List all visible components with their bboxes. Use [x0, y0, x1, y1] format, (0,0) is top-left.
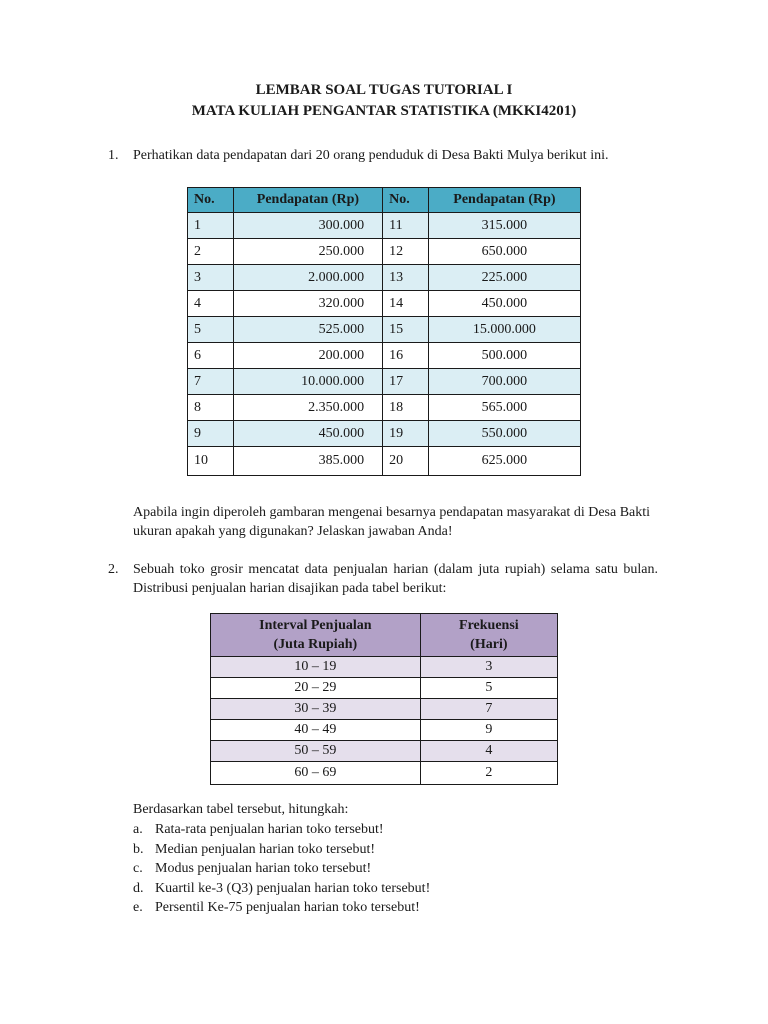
table-row [211, 678, 558, 699]
table-row [211, 699, 558, 720]
cell-income: 565.000 [428, 395, 580, 421]
income-table-header-row [188, 188, 581, 213]
cell-income: 500.000 [428, 343, 580, 369]
cell-income: 15.000.000 [428, 317, 580, 343]
table-row [211, 720, 558, 741]
cell-income: 625.000 [428, 447, 580, 476]
header-income-1: Pendapatan (Rp) [233, 188, 382, 213]
list-item-letter: c. [133, 861, 143, 876]
cell-no: 12 [383, 239, 429, 265]
list-item [133, 859, 430, 879]
cell-income: 10.000.000 [233, 369, 382, 395]
table-row [188, 447, 581, 476]
table-row [211, 657, 558, 678]
table-row [188, 317, 581, 343]
cell-frequency: 3 [420, 657, 557, 678]
question-2-instruction: Berdasarkan tabel tersebut, hitungkah: [133, 802, 349, 817]
cell-frequency: 9 [420, 720, 557, 741]
table-row [188, 265, 581, 291]
cell-no: 17 [383, 369, 429, 395]
table-row [188, 213, 581, 239]
list-item-text: Kuartil ke-3 (Q3) penjualan harian toko tersebut! [155, 880, 431, 896]
list-item [133, 840, 430, 860]
cell-no: 4 [188, 291, 234, 317]
question-1-number: 1. [108, 148, 119, 163]
cell-interval: 20 – 29 [211, 678, 421, 699]
cell-no: 10 [188, 447, 234, 476]
cell-income: 2.000.000 [233, 265, 382, 291]
cell-no: 7 [188, 369, 234, 395]
header-no-2: No. [383, 188, 429, 213]
cell-frequency: 5 [420, 678, 557, 699]
cell-no: 9 [188, 421, 234, 447]
cell-income: 250.000 [233, 239, 382, 265]
cell-no: 2 [188, 239, 234, 265]
table-row [188, 291, 581, 317]
document-title: LEMBAR SOAL TUGAS TUTORIAL I [255, 82, 513, 98]
header-interval [211, 614, 421, 657]
list-item-text: Persentil Ke-75 penjualan harian toko tersebut! [155, 900, 420, 915]
list-item-text: Median penjualan harian toko tersebut! [155, 841, 376, 857]
table-row [188, 395, 581, 421]
cell-no: 13 [383, 265, 429, 291]
sales-table-header-row [211, 614, 558, 657]
cell-interval: 40 – 49 [211, 720, 421, 741]
question-2-intro-line2: Distribusi penjualan harian disajikan pada tabel berikut: [133, 581, 447, 596]
cell-interval: 10 – 19 [211, 657, 421, 678]
income-table [187, 187, 581, 476]
header-frequency-line2: (Hari) [470, 637, 508, 652]
cell-no: 20 [383, 447, 429, 476]
header-frequency-line1: Frekuensi [459, 618, 519, 633]
cell-no: 1 [188, 213, 234, 239]
list-item [133, 898, 430, 918]
course-title: MATA KULIAH PENGANTAR STATISTIKA (MKKI4201) [191, 103, 577, 119]
cell-no: 14 [383, 291, 429, 317]
list-item-letter: b. [133, 841, 144, 857]
cell-no: 18 [383, 395, 429, 421]
cell-no: 5 [188, 317, 234, 343]
table-row [211, 741, 558, 762]
cell-income: 450.000 [428, 291, 580, 317]
cell-income: 550.000 [428, 421, 580, 447]
header-interval-line2: (Juta Rupiah) [273, 637, 358, 652]
table-row [188, 421, 581, 447]
cell-income: 300.000 [233, 213, 382, 239]
header-no-1: No. [188, 188, 234, 213]
cell-income: 320.000 [233, 291, 382, 317]
header-frequency [420, 614, 557, 657]
cell-no: 19 [383, 421, 429, 447]
cell-frequency: 7 [420, 699, 557, 720]
cell-income: 450.000 [233, 421, 382, 447]
question-1-text-line1: Apabila ingin diperoleh gambaran mengenai besarnya pendapatan masyarakat di Desa Bakti [133, 505, 651, 520]
table-row [188, 343, 581, 369]
cell-income: 650.000 [428, 239, 580, 265]
sales-frequency-table [210, 613, 558, 785]
question-1-text-line2: ukuran apakah yang digunakan? Jelaskan jawaban Anda! [133, 524, 453, 539]
cell-no: 6 [188, 343, 234, 369]
cell-no: 16 [383, 343, 429, 369]
question-1-intro: Perhatikan data pendapatan dari 20 orang penduduk di Desa Bakti Mulya berikut ini. [133, 148, 609, 163]
cell-no: 3 [188, 265, 234, 291]
list-item-letter: d. [133, 880, 144, 896]
cell-no: 8 [188, 395, 234, 421]
cell-no: 15 [383, 317, 429, 343]
question-2-number: 2. [108, 562, 119, 577]
header-interval-line1: Interval Penjualan [259, 618, 372, 633]
list-item [133, 879, 430, 899]
cell-no: 11 [383, 213, 429, 239]
table-row [188, 369, 581, 395]
table-row [211, 762, 558, 785]
cell-interval: 60 – 69 [211, 762, 421, 785]
cell-income: 225.000 [428, 265, 580, 291]
table-row [188, 239, 581, 265]
header-income-2: Pendapatan (Rp) [428, 188, 580, 213]
cell-income: 315.000 [428, 213, 580, 239]
cell-frequency: 2 [420, 762, 557, 785]
cell-income: 2.350.000 [233, 395, 382, 421]
list-item [133, 820, 430, 840]
cell-income: 200.000 [233, 343, 382, 369]
question-2-subquestions [133, 820, 430, 918]
cell-frequency: 4 [420, 741, 557, 762]
question-2-intro-line1: Sebuah toko grosir mencatat data penjualan harian (dalam juta rupiah) selama satu bulan. [133, 562, 658, 577]
cell-income: 385.000 [233, 447, 382, 476]
list-item-text: Rata-rata penjualan harian toko tersebut! [155, 822, 384, 837]
cell-interval: 50 – 59 [211, 741, 421, 762]
list-item-text: Modus penjualan harian toko tersebut! [155, 861, 372, 876]
cell-interval: 30 – 39 [211, 699, 421, 720]
cell-income: 700.000 [428, 369, 580, 395]
list-item-letter: a. [133, 822, 143, 837]
cell-income: 525.000 [233, 317, 382, 343]
list-item-letter: e. [133, 900, 143, 915]
